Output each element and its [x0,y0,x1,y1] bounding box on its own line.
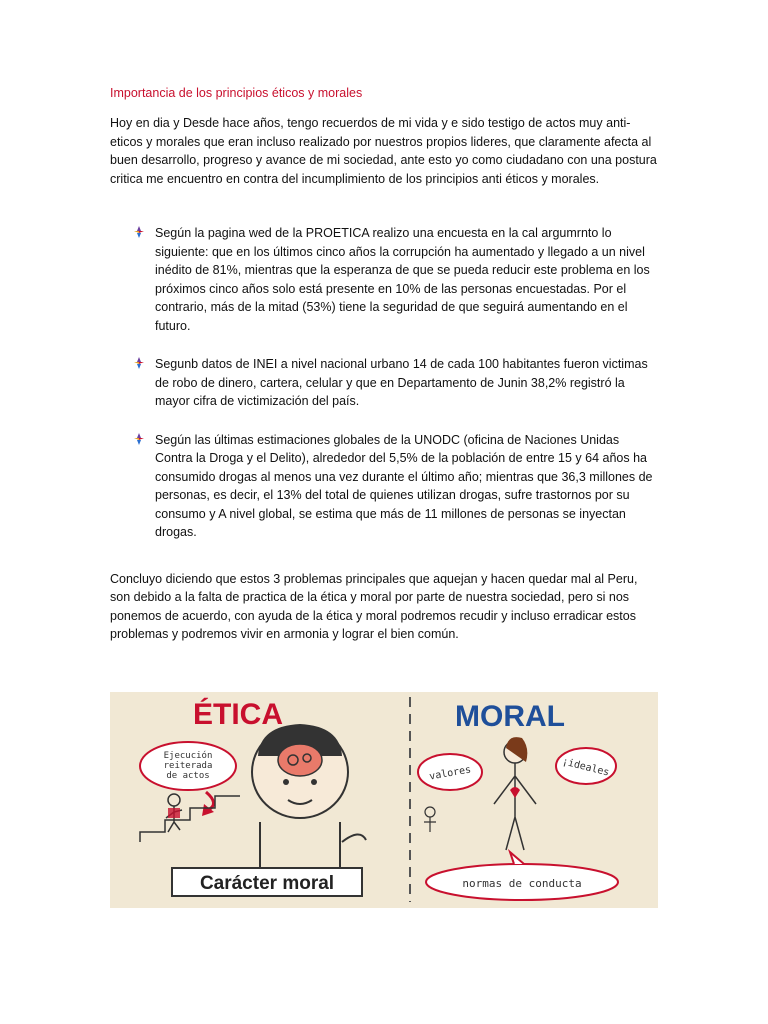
bullet-icon [134,433,144,445]
ideales-text: ¡ideales [560,756,611,779]
banner-text: Carácter moral [199,873,335,894]
brain-icon [278,744,322,776]
document-title: Importancia de los principios éticos y morales [110,86,363,100]
normas-text: normas de conducta [462,877,582,890]
valores-text: valores [428,764,472,783]
etica-moral-illustration [110,692,658,908]
bubble-left-line-2: reiterada [163,761,213,771]
etica-title: ÉTICA [193,698,283,731]
list-item [110,355,658,411]
bubble-left-line-3: de actos [166,771,210,781]
bullet-icon [134,226,144,238]
moral-title: MORAL [455,700,565,733]
illustration-svg [110,692,658,908]
conclusion-paragraph: Concluyo diciendo que estos 3 problemas principales que aquejan y hacen quedar mal al Peru, son debido a la falta de practica de la ética y moral por parte de nuestra sociedad, pero si nos ponemos de acuerdo, con ayuda de la ética y moral podremos recudir y incluso erradicar estos problemas y podremos vivir en armonia y lograr el bien común. [110,571,638,641]
bubble-left-line-1: Ejecución [163,751,213,761]
bullet-text: Según las últimas estimaciones globales de la UNODC (oficina de Naciones Unidas Contra la Droga y el Delito), alrededor del 5,5% de la población de entre 15 y 64 años ha consumido drogas al menos una vez durante el último año; mientras que 36,3 millones de personas, es decir, el 13% del total de quienes utilizan drogas, sufre trastornos por su consumo y A nivel global, se estima que más de 11 millones de personas se inyectan drogas. [155,432,653,539]
bullet-text: Segunb datos de INEI a nivel nacional urbano 14 de cada 100 habitantes fueron victimas de robo de dinero, cartera, celular y que en Departamento de Junin 38,2% registró la mayor cifra de victimización del país. [155,357,648,408]
list-item [110,224,658,335]
bullet-list [110,224,658,542]
bullet-text: Según la pagina wed de la PROETICA realizo una encuesta en la cal argumrnto lo siguiente: que en los últimos cinco años la corrupción ha aumentado y llegado a un nivel inédito de 81%, mientras que la esperanza de que se pueda reducir este problema en los próximos cinco años solo está presente en 10% de las personas encuestadas. Por el contrario, más de la mitad (53%) tiene la seguridad de que seguirá aumentando en el futuro. [155,226,650,333]
document-body [110,84,658,644]
bullet-icon [134,357,144,369]
intro-paragraph: Hoy en dia y Desde hace años, tengo recuerdos de mi vida y e sido testigo de actos muy anti-eticos y morales que eran incluso realizado por nuestros propios lideres, que claramente afecta al buen desarrollo, progreso y avance de mi sociedad, ante esto yo como ciudadano con una postura critica me encuentro en contra del incumplimiento de los principios anti éticos y morales. [110,116,657,186]
list-item [110,431,658,542]
